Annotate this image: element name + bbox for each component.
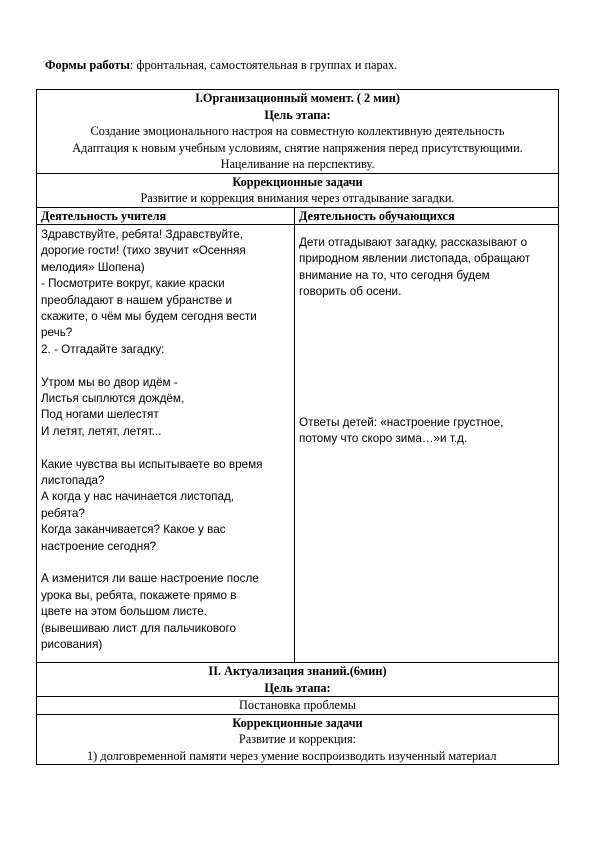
- student-activity-block-2: [299, 415, 554, 448]
- text-line: дорогие гости! (тихо звучит «Осенняя: [41, 244, 246, 258]
- text-line: Здравствуйте, ребята! Здравствуйте,: [41, 228, 243, 241]
- stage1-correction-text: Развитие и коррекция внимания через отгадывание загадки.: [140, 191, 455, 205]
- work-forms-line: [45, 58, 397, 73]
- stage2-correction-row: [37, 714, 559, 765]
- stage1-correction-cell: [37, 173, 559, 207]
- work-forms-text: : фронтальная, самостоятельная в группах и парах.: [130, 58, 398, 72]
- text-line: урока вы, ребята, покажете прямо в: [41, 588, 237, 602]
- activity-row: [37, 225, 559, 663]
- stage2-goal-text: Постановка проблемы: [238, 698, 357, 712]
- stage2-correction-text: Развитие и коррекция:: [238, 732, 357, 746]
- stage1-goal-line: Адаптация к новым учебным условиям, снятие напряжения перед присутствующими.: [72, 140, 523, 155]
- text-line: Дети отгадывают загадку, рассказывают о: [299, 236, 528, 249]
- teacher-activity-text: [41, 227, 290, 654]
- text-line: преобладают в нашем убранстве и: [41, 293, 232, 307]
- text-line: Когда заканчивается? Какое у вас: [41, 523, 226, 537]
- text-line: цвете на этом большом листе.: [41, 605, 207, 619]
- work-forms-label: Формы работы: [45, 58, 131, 72]
- text-line: А когда у нас начинается листопад,: [41, 490, 235, 504]
- stage2-title-cell: [37, 663, 559, 697]
- text-line: Ответы детей: «настроение грустное,: [299, 415, 504, 429]
- stage1-title: I.Организационный момент. ( 2 мин): [195, 91, 400, 105]
- text-line: Под ногами шелестят: [41, 408, 159, 422]
- text-line: потому что скоро зима…»и т.д.: [299, 432, 468, 446]
- stage1-header-row: [37, 90, 559, 174]
- stage2-title: II. Актуализация знаний.(6мин): [208, 664, 387, 678]
- text-line: ребята?: [41, 506, 85, 520]
- stage1-goal-line: Создание эмоционального настроя на совместную коллективную деятельность: [90, 124, 505, 138]
- stage2-correction-cell: [37, 714, 559, 765]
- stage2-goal-row: [37, 697, 559, 715]
- stage2-goal-cell: [37, 697, 559, 715]
- stage1-goal-label: Цель этапа:: [264, 107, 331, 122]
- text-line: И летят, летят, летят...: [41, 424, 162, 438]
- text-line: - Посмотрите вокруг, какие краски: [41, 277, 225, 291]
- stage2-goal-label: Цель этапа:: [264, 680, 331, 695]
- text-line: [41, 555, 290, 571]
- col-teacher-header: Деятельность учителя: [37, 207, 295, 225]
- student-activity-block-1: [299, 235, 554, 301]
- text-line: [41, 440, 290, 456]
- text-line: говорить об осени.: [299, 285, 402, 299]
- text-line: А изменится ли ваше настроение после: [41, 572, 259, 586]
- text-line: (вывешиваю лист для пальчикового: [41, 621, 236, 635]
- text-line: [41, 358, 290, 374]
- column-header-row: [37, 207, 559, 225]
- stage2-correction-label: Коррекционные задачи: [232, 715, 363, 730]
- stage1-goal-line: Нацеливание на перспективу.: [220, 157, 375, 171]
- teacher-activity-cell: [37, 225, 295, 663]
- student-activity-cell: [295, 225, 559, 663]
- lesson-table: [36, 89, 559, 765]
- text-line: речь?: [41, 326, 73, 340]
- stage2-title-row: [37, 663, 559, 697]
- text-line: скажите, о чём мы будем сегодня вести: [41, 310, 257, 324]
- text-line: рисования): [41, 638, 103, 652]
- stage1-correction-label: Коррекционные задачи: [232, 174, 363, 189]
- text-line: Какие чувства вы испытываете во время: [41, 457, 263, 471]
- text-line: внимание на то, что сегодня будем: [299, 268, 490, 282]
- text-line: 2. - Отгадайте загадку:: [41, 342, 165, 356]
- stage1-header-cell: [37, 90, 559, 174]
- text-line: Утром мы во двор идём -: [41, 375, 178, 389]
- col-students-header: Деятельность обучающихся: [295, 207, 559, 225]
- text-line: Листья сыплются дождём,: [41, 392, 185, 406]
- text-line: настроение сегодня?: [41, 539, 157, 553]
- stage1-correction-row: [37, 173, 559, 207]
- stage2-item: 1) долговременной памяти через умение воспроизводить изученный материал: [87, 748, 497, 763]
- text-line: природном явлении листопада, обращают: [299, 252, 531, 266]
- text-line: мелодия» Шопена): [41, 260, 145, 274]
- text-line: листопада?: [41, 474, 105, 488]
